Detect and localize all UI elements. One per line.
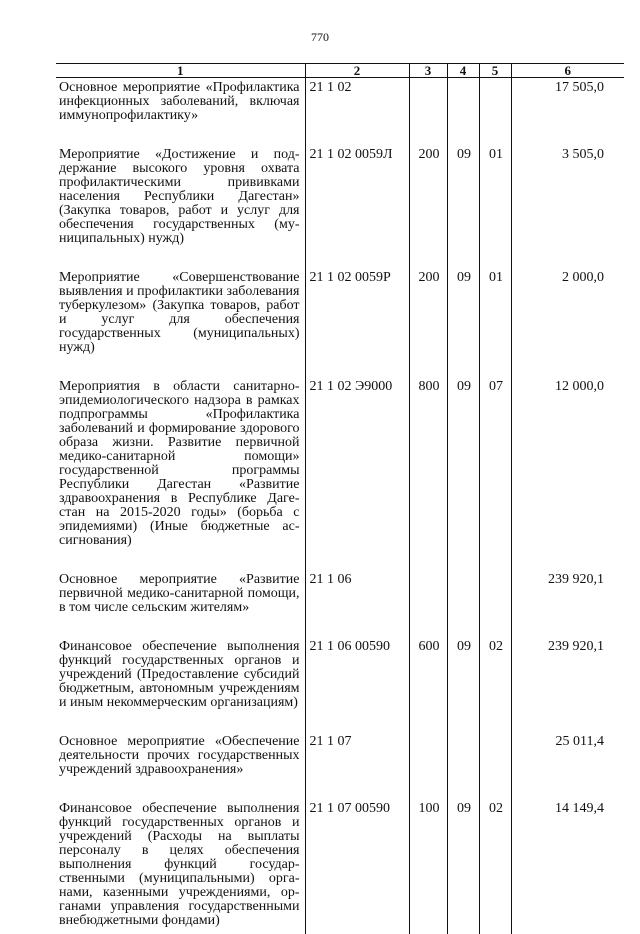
row-code: 21 1 06 00590 [305,637,409,732]
row-section [447,570,479,637]
column-header-section: 4 [447,64,479,78]
row-code: 21 1 07 [305,732,409,799]
row-expense-type [409,570,447,637]
table-row [56,78,624,146]
row-section: 09 [447,145,479,268]
row-subsection: 01 [479,145,511,268]
row-amount: 17 505,0 [511,78,624,146]
row-name: Основное мероприятие «Обеспечение деятельности прочих государственных учреждений здравоохранения» [59,734,300,777]
row-section: 09 [447,377,479,570]
row-subsection [479,732,511,799]
row-code: 21 1 06 [305,570,409,637]
row-section [447,732,479,799]
column-header-amount: 6 [511,64,624,78]
table-row [56,377,624,570]
table-row [56,799,624,934]
row-subsection: 01 [479,268,511,377]
row-expense-type: 600 [409,637,447,732]
row-amount: 3 505,0 [511,145,624,268]
page-number: 770 [311,30,329,44]
row-name: Мероприятие «Совершенствование выявления и профилактики заболевания туберкулезом» (Закупка товаров, работ и услуг для обеспечения государственных (муниципальных) нужд) [59,270,300,355]
budget-table [56,63,624,934]
header-row [56,64,624,78]
table-row [56,732,624,799]
row-amount: 14 149,4 [511,799,624,934]
row-amount: 239 920,1 [511,570,624,637]
row-section: 09 [447,637,479,732]
column-header-name: 1 [56,64,305,78]
row-expense-type: 200 [409,145,447,268]
column-header-subsection: 5 [479,64,511,78]
row-amount: 25 011,4 [511,732,624,799]
row-subsection: 02 [479,637,511,732]
row-name: Основное мероприятие «Профилактика инфекционных заболеваний, включая иммунопрофилактику» [59,80,300,123]
row-section: 09 [447,799,479,934]
row-code: 21 1 02 0059Р [305,268,409,377]
row-amount: 2 000,0 [511,268,624,377]
row-name: Мероприятия в области санитарно-эпидемиологического надзора в рамках подпрограммы «Профилактика заболеваний и формирование здорового образа жизни. Развитие первичной медико-санитарной помощи» государственной программы Республики Дагестан «Развитие здравоохранения в Республике Дагестан на 2015-2020 годы» (борьба с эпидемиями) (Иные бюджетные ассигнования) [59,379,300,548]
column-header-expense-type: 3 [409,64,447,78]
table-row [56,570,624,637]
row-subsection: 02 [479,799,511,934]
row-name: Финансовое обеспечение выполнения функций государственных органов и учреждений (Предоставление субсидий бюджетным, автономным учреждениям и иным некоммерческим организациям) [59,639,300,710]
row-code: 21 1 02 0059Л [305,145,409,268]
column-header-code: 2 [305,64,409,78]
row-subsection [479,78,511,146]
row-expense-type: 200 [409,268,447,377]
row-subsection: 07 [479,377,511,570]
row-expense-type [409,78,447,146]
row-code: 21 1 07 00590 [305,799,409,934]
row-subsection [479,570,511,637]
row-amount: 12 000,0 [511,377,624,570]
row-name: Мероприятие «Достижение и поддержание высокого уровня охвата профилактическими прививками населения Республики Дагестан» (Закупка товаров, работ и услуг для обеспечения государственных (муниципальных) нужд) [59,147,300,246]
row-code: 21 1 02 [305,78,409,146]
row-expense-type [409,732,447,799]
row-expense-type: 100 [409,799,447,934]
table-row [56,268,624,377]
table-row [56,637,624,732]
row-section [447,78,479,146]
row-name: Основное мероприятие «Развитие первичной медико-санитарной помощи, в том числе сельским жителям» [59,572,300,615]
row-section: 09 [447,268,479,377]
row-name: Финансовое обеспечение выполнения функций государственных органов и учреждений (Расходы на выплаты персоналу в целях обеспечения выполнения функций государственными (муниципальными) органами, казенными учреждениями, органами управления государственными внебюджетными фондами) [59,801,300,928]
row-expense-type: 800 [409,377,447,570]
table-row [56,145,624,268]
row-amount: 239 920,1 [511,637,624,732]
row-code: 21 1 02 Э9000 [305,377,409,570]
